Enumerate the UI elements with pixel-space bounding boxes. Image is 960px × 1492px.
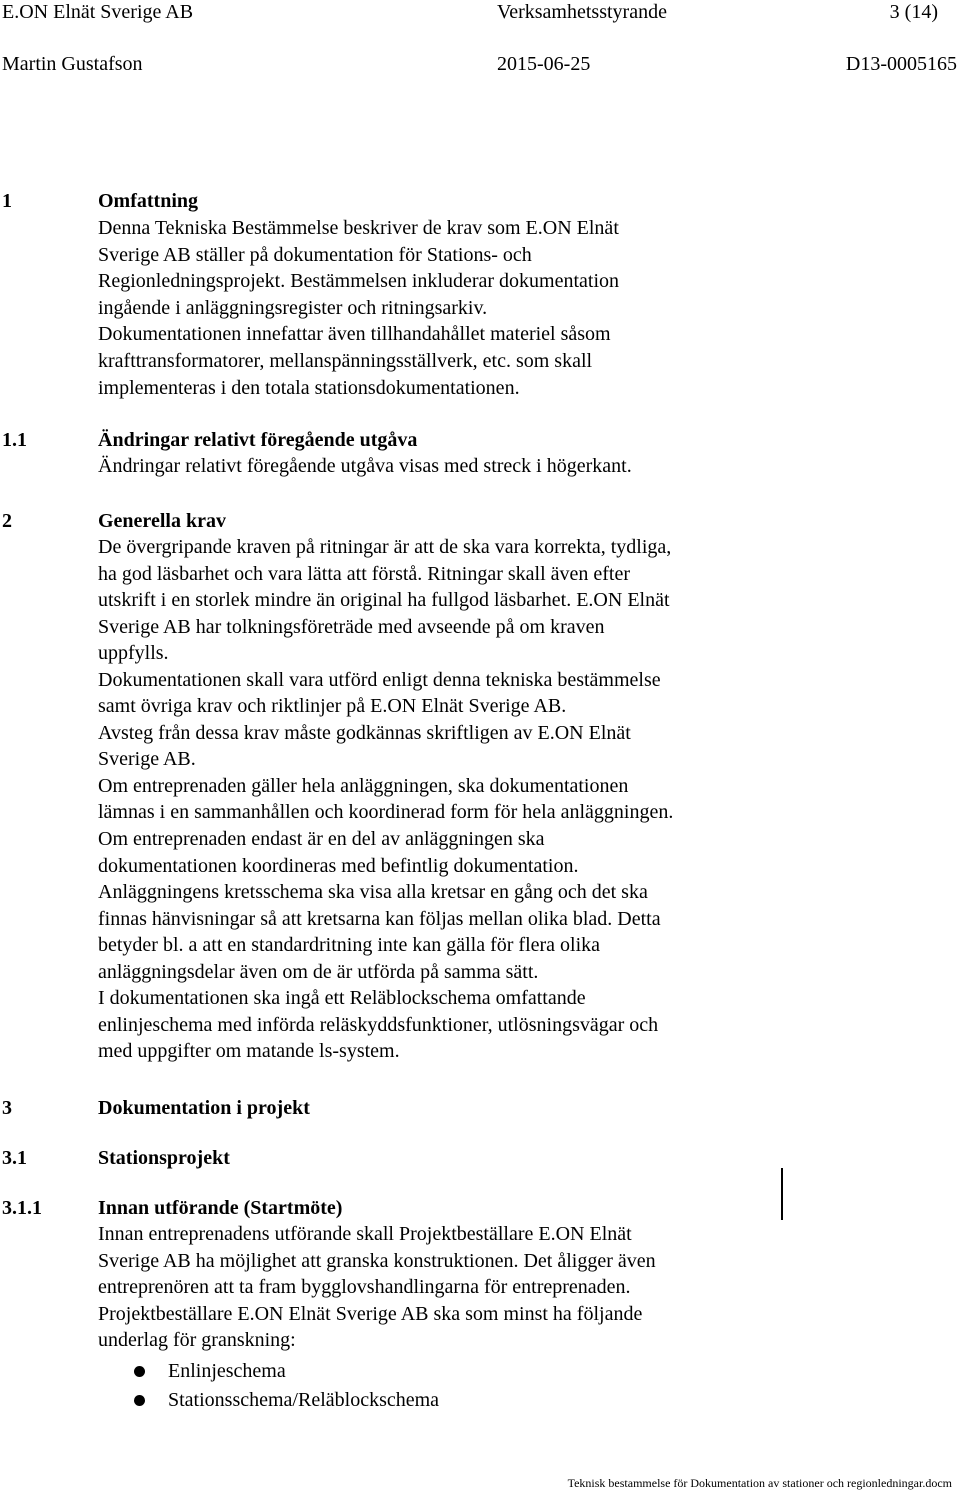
header-date: 2015-06-25 [497, 53, 591, 75]
section-body: Innan entreprenadens utförande skall Projektbeställare E.ON Elnät Sverige AB ha möjlighet att granska konstruktionen. Det åligger även entreprenören att ta fram bygglovshandlingarna för entreprenaden. Projektbeställare E.ON Elnät Sverige AB ska som minst ha följande underlag för granskning: [98, 1223, 656, 1352]
section-title: Stationsprojekt [98, 1147, 230, 1169]
section-title: Generella krav [98, 510, 226, 532]
section-title: Omfattning [98, 190, 198, 212]
list-item-text: Stationsschema/Reläblockschema [168, 1388, 440, 1411]
list-item-text: Enlinjeschema [168, 1360, 286, 1382]
section-number: 1 [2, 190, 12, 212]
bullet-icon [134, 1366, 145, 1377]
header-document-id: D13-0005165 [845, 53, 957, 75]
change-bar [781, 1168, 783, 1220]
bullet-icon [134, 1395, 145, 1406]
header-company: E.ON Elnät Sverige AB [2, 1, 194, 23]
section-body: Ändringar relativt föregående utgåva visas med streck i högerkant. [98, 455, 632, 477]
bullet-list [98, 1357, 439, 1414]
header-author: Martin Gustafson [2, 53, 143, 75]
section-number: 2 [2, 510, 12, 532]
list-item [98, 1357, 439, 1386]
footer-filename: Teknisk bestammelse för Dokumentation av stationer och regionledningar.docm [567, 1476, 952, 1490]
section-body: Denna Tekniska Bestämmelse beskriver de krav som E.ON Elnät Sverige AB ställer på dokumentation för Stations- och Regionledningsprojekt. Bestämmelsen inkluderar dokumentation ingående i anläggningsregister och ritningsarkiv. Dokumentationen innefattar även tillhandahållet materiel såsom krafttransformatorer, mellanspänningsställverk, etc. som skall implementeras i den totala stationsdokumentationen. [98, 217, 620, 399]
section-number: 3.1 [2, 1147, 27, 1169]
header-page-number: 3 (14) [889, 1, 938, 23]
section-number: 1.1 [2, 429, 27, 451]
section-number: 3 [2, 1097, 12, 1119]
section-title: Dokumentation i projekt [98, 1097, 310, 1119]
list-item [98, 1386, 439, 1415]
section-title: Ändringar relativt föregående utgåva [98, 429, 418, 451]
section-number: 3.1.1 [2, 1197, 42, 1219]
section-body: De övergripande kraven på ritningar är att de ska vara korrekta, tydliga, ha god läsbarhet och vara lätta att förstå. Ritningar skall även efter utskrift i en storlek mindre än original ha fullgod läsbarhet. E.ON Elnät Sverige AB har tolkningsföreträde med avseende på om kraven uppfylls. Dokumentationen skall vara utförd enligt denna tekniska bestämmelse samt övriga krav och riktlinjer på E.ON Elnät Sverige AB. Avsteg från dessa krav måste godkännas skriftligen av E.ON Elnät Sverige AB. Om entreprenaden gäller hela anläggningen, ska dokumentationen lämnas i en sammanhållen och koordinerad form för hela anläggningen. Om entreprenaden endast är en del av anläggningen ska dokumentationen koordineras med befintlig dokumentation. Anläggningens kretsschema ska visa alla kretsar en gång och det ska finnas hänvisningar så att kretsarna kan följas mellan olika blad. Detta betyder bl. a att en standardritning inte kan gälla för flera olika anläggningsdelar även om de är utförda på samma sätt. I dokumentationen ska ingå ett Reläblockschema omfattande enlinjeschema med införda reläskyddsfunktioner, utlösningsvägar och med uppgifter om matande ls-system. [98, 536, 674, 1063]
section-title: Innan utförande (Startmöte) [98, 1197, 343, 1219]
header-category: Verksamhetsstyrande [497, 1, 667, 23]
